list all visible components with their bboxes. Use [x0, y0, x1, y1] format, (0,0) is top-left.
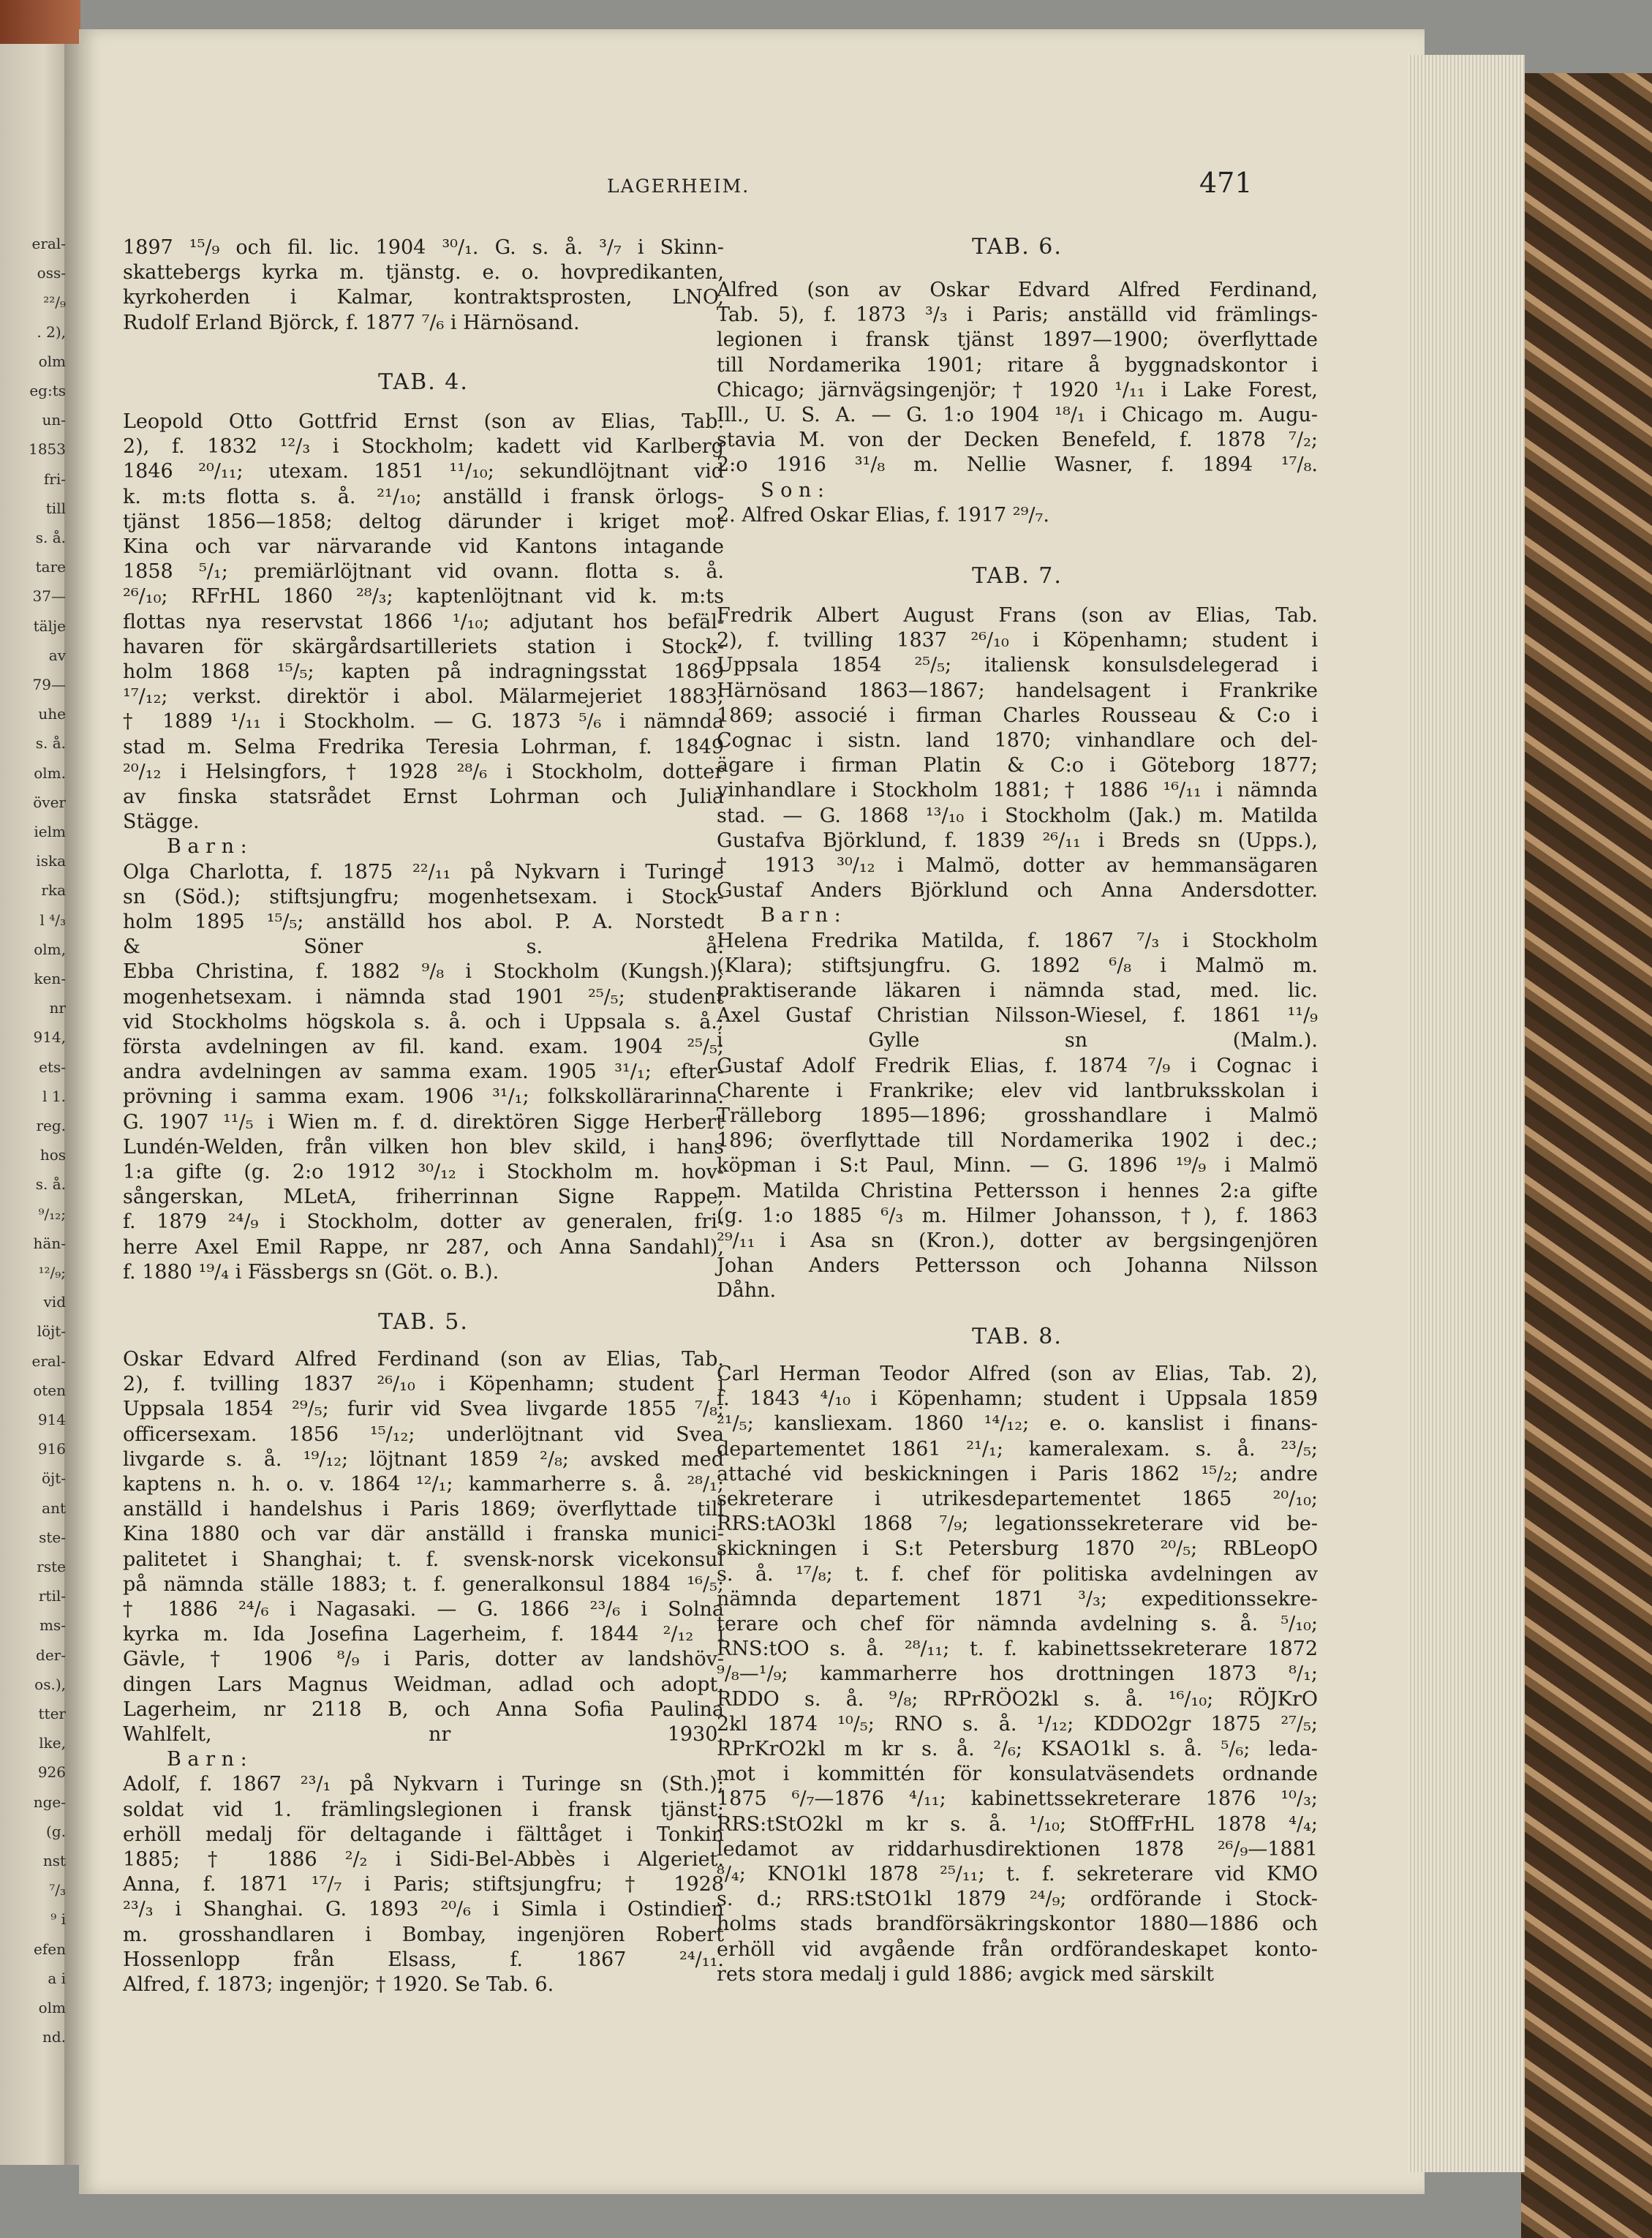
margin-fragment: av	[48, 646, 66, 664]
tab7-line: Helena Fredrika Matilda, f. 1867 ⁷/₃ i Stockholm	[717, 929, 1318, 952]
tab4-line: tjänst 1856—1858; deltog därunder i kriget mot	[123, 510, 724, 533]
tab4-line: Leopold Otto Gottfrid Ernst (son av Elias, Tab.	[123, 410, 724, 433]
tab4-line: flottas nya reservstat 1866 ¹/₁₀; adjutant hos befäl-	[123, 610, 724, 633]
margin-fragment: nd.	[42, 2028, 66, 2046]
tab7-line: i Gylle sn (Malm.).	[717, 1029, 1318, 1052]
tab4-line: sångerskan, MLetA, friherrinnan Signe Rappe,	[123, 1186, 724, 1209]
margin-fragment: a i	[48, 1969, 66, 1987]
tab5-line: m. grosshandlaren i Bombay, ingenjören Robert	[123, 1923, 724, 1946]
tab4-line: & Söner s. å.	[123, 935, 724, 959]
tab5-line: Adolf, f. 1867 ²³/₁ på Nykvarn i Turinge sn (Sth.);	[123, 1773, 724, 1796]
tab7-line: Uppsala 1854 ²⁵/₅; italiensk konsulsdelegerad i	[717, 654, 1318, 677]
tab4-line: k. m:ts flotta s. å. ²¹/₁₀; anställd i fransk örlogs-	[123, 485, 724, 508]
margin-fragment: l ⁴/₃	[39, 911, 66, 929]
tab7-line: Gustaf Adolf Fredrik Elias, f. 1874 ⁷/₉ i Cognac i	[717, 1054, 1318, 1077]
tab7-line: Gustaf Anders Björklund och Anna Andersdotter.	[717, 879, 1318, 903]
margin-fragment: rste	[37, 1558, 66, 1575]
margin-fragment: till	[45, 499, 66, 517]
margin-fragment: ets-	[39, 1058, 66, 1076]
margin-fragment: 79—	[32, 676, 66, 693]
margin-fragment: ste-	[39, 1528, 66, 1546]
tab4-line: 2), f. 1832 ¹²/₃ i Stockholm; kadett vid Karlberg	[123, 435, 724, 459]
tab4-line: sn (Söd.); stiftsjungfru; mogenhetsexam. i Stock-	[123, 885, 724, 908]
tab5-line: kaptens n. h. o. v. 1864 ¹²/₁; kammarherre s. å. ²⁸/₁;	[123, 1473, 724, 1496]
margin-fragment: vid	[43, 1293, 66, 1311]
margin-fragment: ²²/₉	[43, 293, 66, 312]
tab8-line: RRS:tAO3kl 1868 ⁷/₉; legationssekreterare vid be-	[717, 1512, 1318, 1536]
tab5-line: Hossenlopp från Elsass, f. 1867 ²⁴/₁₁.	[123, 1948, 724, 1971]
tab8-line: s. d.; RRS:tStO1kl 1879 ²⁴/₉; ordförande i Stock-	[717, 1888, 1318, 1911]
tab4-line: holm 1868 ¹⁵/₅; kapten på indragningsstat 1869	[123, 660, 724, 683]
margin-fragment: löjt-	[37, 1322, 66, 1341]
tab8-line: f. 1843 ⁴/₁₀ i Köpenhamn; student i Uppsala 1859	[717, 1387, 1318, 1411]
tab4-line: 1858 ⁵/₁; premiärlöjtnant vid ovann. flotta s. å.	[123, 560, 724, 584]
tab6-line: 2. Alfred Oskar Elias, f. 1917 ²⁹/₇.	[717, 503, 1049, 527]
tab4-line: havaren för skärgårdsartilleriets station i Stock-	[123, 635, 724, 658]
tab4-line: ²⁰/₁₂ i Helsingfors, † 1928 ²⁸/₆ i Stockholm, dotter	[123, 760, 724, 783]
margin-fragment: 914,	[33, 1028, 66, 1047]
tab5-line: anställd i handelshus i Paris 1869; överflyttade till	[123, 1498, 724, 1521]
tab4-line: f. 1880 ¹⁹/₄ i Fässbergs sn (Göt. o. B.).	[123, 1260, 499, 1284]
tab7-line: (Klara); stiftsjungfru. G. 1892 ⁶/₈ i Malmö m.	[717, 954, 1318, 977]
margin-fragment: un-	[42, 411, 66, 429]
margin-fragment: os.),	[34, 1675, 66, 1693]
tab4-line: Kina och var närvarande vid Kantons intagande	[123, 535, 724, 558]
tab4-line: f. 1879 ²⁴/₉ i Stockholm, dotter av generalen, fri-	[123, 1210, 724, 1234]
tab7-line: vinhandlare i Stockholm 1881; † 1886 ¹⁶/₁₁ i nämnda	[717, 779, 1318, 802]
margin-fragment: . 2),	[37, 323, 66, 341]
margin-fragment: uhe	[38, 705, 66, 723]
tab4-line: ²⁶/₁₀; RFrHL 1860 ²⁸/₃; kaptenlöjtnant vid k. m:ts	[123, 585, 724, 609]
tab5-line: på nämnda ställe 1883; t. f. generalkonsul 1884 ¹⁶/₅;	[123, 1572, 724, 1596]
tab4-line: mogenhetsexam. i nämnda stad 1901 ²⁵/₅; student	[123, 985, 724, 1009]
tab5-line: kyrka m. Ida Josefina Lagerheim, f. 1844 ²/₁₂ i	[123, 1623, 724, 1646]
margin-fragment: lke,	[39, 1734, 66, 1752]
tab8-line: ⁸/₄; KNO1kl 1878 ²⁵/₁₁; t. f. sekreterare vid KMO	[717, 1863, 1318, 1885]
tab8-line: departementet 1861 ²¹/₁; kameralexam. s. å. ²³/₅;	[717, 1437, 1318, 1461]
margin-fragment: rtil-	[38, 1587, 66, 1605]
tab7-line: m. Matilda Christina Pettersson i hennes 2:a gifte	[717, 1179, 1318, 1202]
section-heading: TAB. 6.	[972, 234, 1063, 260]
tab4-line: prövning i samma exam. 1906 ³¹/₁; folkskollärarinna.	[123, 1085, 724, 1109]
section-heading: TAB. 4.	[378, 369, 469, 395]
tab5-line: B a r n :	[167, 1748, 247, 1771]
tab4-line: vid Stockholms högskola s. å. och i Uppsala s. å.;	[123, 1010, 724, 1033]
margin-fragment: 916	[37, 1440, 66, 1458]
tab5-line: Wahlfelt, nr 1930.	[123, 1723, 724, 1746]
margin-fragment: nge-	[33, 1793, 66, 1811]
tab4-line: Ebba Christina, f. 1882 ⁹/₈ i Stockholm (Kungsh.);	[123, 960, 724, 984]
tab4-line: Stägge.	[123, 810, 200, 834]
margin-fragment: reg.	[36, 1117, 66, 1134]
margin-fragment: 1853	[29, 440, 66, 459]
tab5-line: dingen Lars Magnus Weidman, adlad och adopt.	[123, 1673, 724, 1696]
margin-fragment: 37—	[32, 587, 66, 606]
margin-fragment: ⁷/₃	[49, 1881, 66, 1899]
running-head: LAGERHEIM.	[607, 176, 750, 197]
tab8-line: skickningen i S:t Petersburg 1870 ²⁰/₅; RBLeopO	[717, 1537, 1318, 1561]
tab6-line: till Nordamerika 1901; ritare å byggnadskontor i	[717, 353, 1318, 377]
margin-fragment: efen	[34, 1940, 66, 1958]
margin-fragment: eg:ts	[29, 382, 66, 399]
margin-fragment: hos	[39, 1146, 66, 1164]
margin-fragment: olm.	[34, 764, 66, 782]
tab4-line: 1846 ²⁰/₁₁; utexam. 1851 ¹¹/₁₀; sekundlöjtnant vid	[123, 460, 724, 483]
margin-fragment: oss-	[37, 264, 66, 282]
margin-fragment: hän-	[33, 1234, 66, 1252]
margin-fragment: l 1.	[42, 1087, 66, 1105]
tab7-line: Johan Anders Pettersson och Johanna Nilsson	[717, 1254, 1318, 1278]
tab8-line: s. å. ¹⁷/₈; t. f. chef för politiska avdelningen av	[717, 1562, 1318, 1586]
tab4-line: ¹⁷/₁₂; verkst. direktör i abol. Mälarmejeriet 1883;	[123, 685, 724, 709]
tab8-line: nämnda departement 1871 ³/₃; expeditionssekre-	[717, 1587, 1318, 1610]
margin-fragment: tare	[35, 558, 66, 576]
tab6-line: S o n :	[761, 478, 824, 502]
tab7-line: Axel Gustaf Christian Nilsson-Wiesel, f. 1861 ¹¹/₉	[717, 1004, 1318, 1028]
tab5-line: Alfred, f. 1873; ingenjör; † 1920. Se Tab. 6.	[123, 1973, 554, 1996]
tab7-line: B a r n :	[761, 904, 841, 927]
margin-fragment: 914	[37, 1411, 66, 1428]
margin-fragment: olm,	[34, 940, 66, 958]
tab7-line: † 1913 ³⁰/₁₂ i Malmö, dotter av hemmansägaren	[717, 854, 1318, 877]
margin-fragment: der-	[36, 1646, 66, 1664]
tab4-line: Olga Charlotta, f. 1875 ²²/₁₁ på Nykvarn i Turinge	[123, 860, 724, 883]
tab6-line: stavia M. von der Decken Benefeld, f. 1878 ⁷/₂;	[717, 429, 1318, 452]
intro-line: skattebergs kyrka m. tjänstg. e. o. hovpredikanten,	[123, 261, 724, 285]
tab5-line: Oskar Edvard Alfred Ferdinand (son av Elias, Tab.	[123, 1348, 724, 1371]
tab8-line: rets stora medalj i guld 1886; avgick med särskilt	[717, 1962, 1215, 1986]
tab8-line: RRS:tStO2kl m kr s. å. ¹/₁₀; StOffFrHL 1878 ⁴/₄;	[717, 1812, 1318, 1836]
tab8-line: attaché vid beskickningen i Paris 1862 ¹⁵/₂; andre	[717, 1462, 1318, 1485]
margin-fragment: tter	[38, 1705, 66, 1722]
margin-fragment: ant	[42, 1499, 66, 1517]
margin-fragment: nst	[42, 1852, 66, 1869]
tab6-line: Alfred (son av Oskar Edvard Alfred Ferdinand,	[717, 279, 1318, 301]
tab5-line: 2), f. tvilling 1837 ²⁶/₁₀ i Köpenhamn; student i	[123, 1373, 724, 1396]
tab8-line: RNS:tOO s. å. ²⁸/₁₁; t. f. kabinettssekreterare 1872	[717, 1638, 1318, 1661]
tab4-line: första avdelningen av fil. kand. exam. 1904 ²⁵/₅;	[123, 1036, 724, 1058]
tab7-line: 2), f. tvilling 1837 ²⁶/₁₀ i Köpenhamn; student i	[717, 629, 1318, 652]
margin-fragment: (g.	[46, 1822, 66, 1840]
intro-line: 1897 ¹⁵/₉ och fil. lic. 1904 ³⁰/₁. G. s. å. ³/₇ i Skinn-	[123, 236, 724, 259]
margin-fragment: nr	[49, 999, 66, 1017]
margin-fragment: eral-	[31, 235, 66, 252]
tab5-line: erhöll medalj för deltagande i fälttåget i Tonkin	[123, 1823, 724, 1846]
tab5-line: soldat vid 1. främlingslegionen i fransk tjänst;	[123, 1798, 724, 1821]
tab6-line: Chicago; järnvägsingenjör; † 1920 ¹/₁₁ i Lake Forest,	[717, 378, 1318, 402]
margin-fragment: ⁹ i	[50, 1910, 66, 1929]
tab7-line: Gustafva Björklund, f. 1839 ²⁶/₁₁ i Breds sn (Upps.),	[717, 829, 1318, 852]
tab5-line: Lagerheim, nr 2118 B, och Anna Sofia Paulina	[123, 1698, 724, 1721]
tab8-line: holms stads brandförsäkringskontor 1880—1886 och	[717, 1913, 1318, 1936]
tab7-line: 1869; associé i firman Charles Rousseau & C:o i	[717, 704, 1318, 727]
intro-line: kyrkoherden i Kalmar, kontraktsprosten, LNO,	[123, 286, 724, 309]
margin-fragment: tälje	[33, 617, 66, 635]
tab5-line: livgarde s. å. ¹⁹/₁₂; löjtnant 1859 ²/₈; avsked med	[123, 1447, 724, 1471]
book-cover-edge	[1521, 73, 1652, 2238]
margin-fragment: ⁹/₁₂;	[38, 1205, 66, 1223]
tab7-line: ²⁹/₁₁ i Asa sn (Kron.), dotter av bergsingenjören	[717, 1229, 1318, 1252]
section-heading: TAB. 8.	[972, 1324, 1063, 1349]
tab5-line: 1885; † 1886 ²/₂ i Sidi-Bel-Abbès i Algeriet.	[123, 1848, 724, 1871]
margin-fragment: olm	[38, 1999, 66, 2016]
tab4-line: holm 1895 ¹⁵/₅; anställd hos abol. P. A. Norstedt	[123, 911, 724, 933]
tab8-line: RDDO s. å. ⁹/₈; RPrRÖO2kl s. å. ¹⁶/₁₀; RÖJKrO	[717, 1687, 1318, 1711]
margin-fragment: olm	[38, 352, 66, 370]
margin-fragment: över	[33, 793, 66, 811]
margin-fragment: 926	[37, 1763, 66, 1782]
tab5-line: ²³/₃ i Shanghai. G. 1893 ²⁰/₆ i Simla i Ostindien	[123, 1898, 724, 1921]
tab8-line: erhöll vid avgående från ordförandeskapet konto-	[717, 1937, 1318, 1961]
tab4-line: B a r n :	[167, 835, 247, 859]
margin-fragment: s. å.	[35, 1175, 66, 1194]
margin-fragment: ken-	[34, 970, 66, 987]
tab7-line: Dåhn.	[717, 1279, 777, 1303]
tab7-line: (g. 1:o 1885 ⁶/₃ m. Hilmer Johansson, †), f. 1863	[717, 1204, 1318, 1227]
tab5-line: Uppsala 1854 ²⁹/₅; furir vid Svea livgarde 1855 ⁷/₈;	[123, 1398, 724, 1421]
tab8-line: 1875 ⁶/₇—1876 ⁴/₁₁; kabinettssekreterare 1876 ¹⁰/₃;	[717, 1787, 1318, 1811]
margin-fragment: rka	[41, 881, 66, 900]
tab5-line: officersexam. 1856 ¹⁵/₁₂; underlöjtnant vid Svea	[123, 1423, 724, 1446]
tab6-line: legionen i fransk tjänst 1897—1900; överflyttade	[717, 328, 1318, 352]
margin-fragment: ielm	[34, 823, 66, 840]
tab8-line: ⁹/₈—¹/₉; kammarherre hos drottningen 1873 ⁸/₁;	[717, 1662, 1318, 1686]
margin-fragment: ms-	[39, 1616, 66, 1635]
tab5-line: Kina 1880 och var där anställd i franska munici-	[123, 1523, 724, 1546]
tab7-line: ägare i firman Platin & C:o i Göteborg 1877;	[717, 754, 1318, 777]
tab4-line: 1:a gifte (g. 2:o 1912 ³⁰/₁₂ i Stockholm m. hov-	[123, 1161, 724, 1183]
tab6-line: Tab. 5), f. 1873 ³/₃ i Paris; anställd vid främlings-	[717, 304, 1318, 327]
tab8-line: ²¹/₅; kansliexam. 1860 ¹⁴/₁₂; e. o. kanslist i finans-	[717, 1412, 1318, 1436]
tab8-line: terare och chef för nämnda avdelning s. å. ⁵/₁₀;	[717, 1613, 1318, 1635]
tab7-line: 1896; överflyttade till Nordamerika 1902 i dec.;	[717, 1129, 1318, 1153]
margin-fragment: s. å.	[35, 529, 66, 546]
tab4-line: † 1889 ¹/₁₁ i Stockholm. — G. 1873 ⁵/₆ i nämnda	[123, 710, 724, 734]
tab8-line: 2kl 1874 ¹⁰/₅; RNO s. å. ¹/₁₂; KDDO2gr 1875 ²⁷/₅;	[717, 1712, 1318, 1736]
section-heading: TAB. 5.	[378, 1309, 469, 1335]
tab7-line: stad. — G. 1868 ¹³/₁₀ i Stockholm (Jak.) m. Matilda	[717, 804, 1318, 827]
margin-fragment: ¹²/₉;	[38, 1264, 66, 1281]
tab5-line: Anna, f. 1871 ¹⁷/₇ i Paris; stiftsjungfru; † 1928	[123, 1873, 724, 1896]
section-heading: TAB. 7.	[972, 563, 1063, 589]
tab7-line: praktiserande läkaren i nämnda stad, med. lic.	[717, 979, 1318, 1002]
tab7-line: Fredrik Albert August Frans (son av Elias, Tab.	[717, 604, 1318, 627]
tab4-line: G. 1907 ¹¹/₅ i Wien m. f. d. direktören Sigge Herbert	[123, 1110, 724, 1134]
tab7-line: köpman i S:t Paul, Minn. — G. 1896 ¹⁹/₉ i Malmö	[717, 1154, 1318, 1178]
tab8-line: mot i kommittén för konsulatväsendets ordnande	[717, 1763, 1318, 1786]
margin-fragment: öjt-	[41, 1469, 66, 1488]
margin-fragment: fri-	[43, 470, 66, 488]
tab7-line: Trälleborg 1895—1896; grosshandlare i Malmö	[717, 1104, 1318, 1127]
tab4-line: stad m. Selma Fredrika Teresia Lohrman, f. 1849	[123, 735, 724, 758]
tab7-line: Charente i Frankrike; elev vid lantbruksskolan i	[717, 1079, 1318, 1102]
margin-fragment: oten	[33, 1381, 66, 1399]
tab4-line: herre Axel Emil Rappe, nr 287, och Anna Sandahl),	[123, 1235, 724, 1259]
tab8-line: Carl Herman Teodor Alfred (son av Elias, Tab. 2),	[717, 1363, 1318, 1385]
tab8-line: sekreterare i utrikesdepartementet 1865 ²⁰/₁₀;	[717, 1488, 1318, 1510]
page-stack-edges	[1408, 55, 1525, 2172]
book-gutter	[64, 44, 86, 2165]
tab4-line: andra avdelningen av samma exam. 1905 ³¹/₁; efter-	[123, 1060, 724, 1084]
margin-fragment: iska	[36, 852, 66, 870]
tab5-line: Gävle, † 1906 ⁸/₉ i Paris, dotter av landshöv-	[123, 1648, 724, 1671]
tab4-line: av finska statsrådet Ernst Lohrman och Julia	[123, 785, 724, 808]
tab6-line: 2:o 1916 ³¹/₈ m. Nellie Wasner, f. 1894 ¹⁷/₈.	[717, 453, 1318, 477]
margin-fragment: eral-	[31, 1352, 66, 1370]
margin-fragment: s. å.	[35, 734, 66, 753]
tab7-line: Cognac i sistn. land 1870; vinhandlare och del-	[717, 729, 1318, 752]
tab5-line: palitetet i Shanghai; t. f. svensk-norsk vicekonsul	[123, 1548, 724, 1571]
tab6-line: Ill., U. S. A. — G. 1:o 1904 ¹⁸/₁ i Chicago m. Augu-	[717, 404, 1318, 426]
tab7-line: Härnösand 1863—1867; handelsagent i Frankrike	[717, 679, 1318, 702]
tab5-line: † 1886 ²⁴/₆ i Nagasaki. — G. 1866 ²³/₆ i Solna	[123, 1598, 724, 1621]
page-number: 471	[1199, 167, 1253, 199]
intro-line: Rudolf Erland Björck, f. 1877 ⁷/₆ i Härnösand.	[123, 311, 580, 334]
tab8-line: RPrKrO2kl m kr s. å. ²/₆; KSAO1kl s. å. ⁵/₆; leda-	[717, 1738, 1318, 1760]
tab8-line: ledamot av riddarhusdirektionen 1878 ²⁶/₉—1881	[717, 1837, 1318, 1861]
tab4-line: Lundén-Welden, från vilken hon blev skild, i hans	[123, 1135, 724, 1158]
